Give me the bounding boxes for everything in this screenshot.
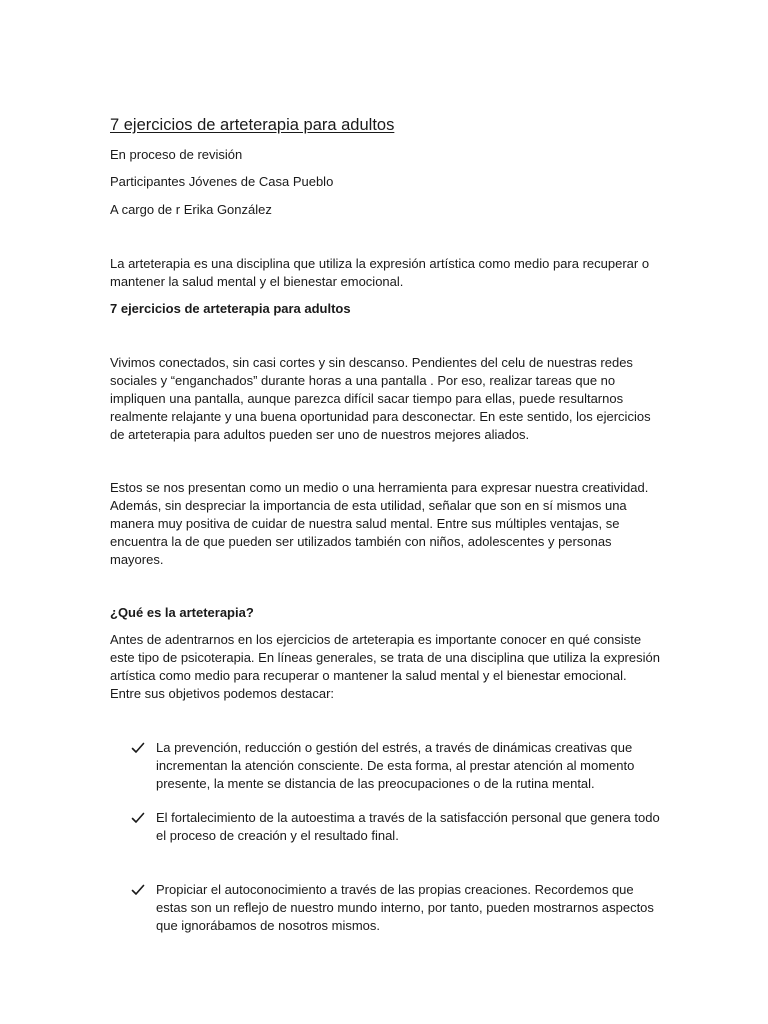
document-title: 7 ejercicios de arteterapia para adultos	[110, 116, 395, 134]
text-line: La prevención, reducción o gestión del estrés, a través de dinámicas creativas que	[156, 740, 633, 755]
text-line: El fortalecimiento de la autoestima a través de la satisfacción personal que genera todo	[156, 810, 660, 825]
section-subtitle: 7 ejercicios de arteterapia para adultos	[110, 301, 351, 316]
text-line: artística como medio para recuperar o mantener la salud mental y el bienestar emocional.	[110, 668, 627, 683]
checkmark-icon	[131, 809, 145, 827]
text-line: Antes de adentrarnos en los ejercicios de arteterapia es importante conocer en qué consiste	[110, 632, 642, 647]
text-line: La arteterapia es una disciplina que utiliza la expresión artística como medio para recuperar o	[110, 256, 650, 271]
text-line: mayores.	[110, 552, 164, 567]
text-line: encuentra la de que pueden ser utilizados también con niños, adolescentes y personas	[110, 534, 612, 549]
text-line: Entre sus objetivos podemos destacar:	[110, 686, 335, 701]
text-line: Propiciar el autoconocimiento a través de las propias creaciones. Recordemos que	[156, 882, 634, 897]
document-in-charge: A cargo de r Erika González	[110, 202, 272, 217]
text-line: Además, sin despreciar la importancia de esta utilidad, señalar que son en sí mismos una	[110, 498, 627, 513]
checkmark-icon	[131, 881, 145, 899]
text-line: Vivimos conectados, sin casi cortes y sin descanso. Pendientes del celu de nuestras redes	[110, 355, 633, 370]
text-line: el proceso de creación y el resultado final.	[156, 828, 399, 843]
paragraph-screens	[110, 354, 670, 444]
text-line: mantener la salud mental y el bienestar emocional.	[110, 274, 404, 289]
text-line: este tipo de psicoterapia. En líneas generales, se trata de una disciplina que utiliza la expresión	[110, 650, 660, 665]
checkmark-icon	[131, 739, 145, 757]
text-line: incrementan la atención consciente. De esta forma, al prestar atención al momento	[156, 758, 635, 773]
text-line: sociales y “enganchados” durante horas a una pantalla . Por eso, realizar tareas que no	[110, 373, 616, 388]
list-item-text	[156, 809, 660, 845]
text-line: estas son un reflejo de nuestro mundo interno, por tanto, pueden mostrarnos aspectos	[156, 900, 654, 915]
document-status: En proceso de revisión	[110, 147, 243, 162]
text-line: que ignorábamos de nosotros mismos.	[156, 918, 381, 933]
text-line: presente, la mente se distancia de las preocupaciones o de la rutina mental.	[156, 776, 595, 791]
list-item-text	[156, 881, 654, 935]
paragraph-creativity	[110, 479, 670, 569]
text-line: de arteterapia para adultos pueden ser uno de nuestros mejores aliados.	[110, 427, 530, 442]
text-line: manera muy positiva de cuidar de nuestra salud mental. Entre sus múltiples ventajas, se	[110, 516, 620, 531]
list-item-text	[156, 739, 634, 793]
intro-paragraph	[110, 255, 670, 291]
text-line: impliquen una pantalla, aunque parezca difícil sacar tiempo para ellas, puede resultarnos	[110, 391, 624, 406]
paragraph-definition	[110, 631, 670, 703]
section-heading: ¿Qué es la arteterapia?	[110, 605, 254, 620]
document-participants: Participantes Jóvenes de Casa Pueblo	[110, 174, 334, 189]
text-line: Estos se nos presentan como un medio o una herramienta para expresar nuestra creatividad.	[110, 480, 649, 495]
text-line: realmente relajante y una buena oportunidad para desconectar. En este sentido, los ejercicios	[110, 409, 651, 424]
